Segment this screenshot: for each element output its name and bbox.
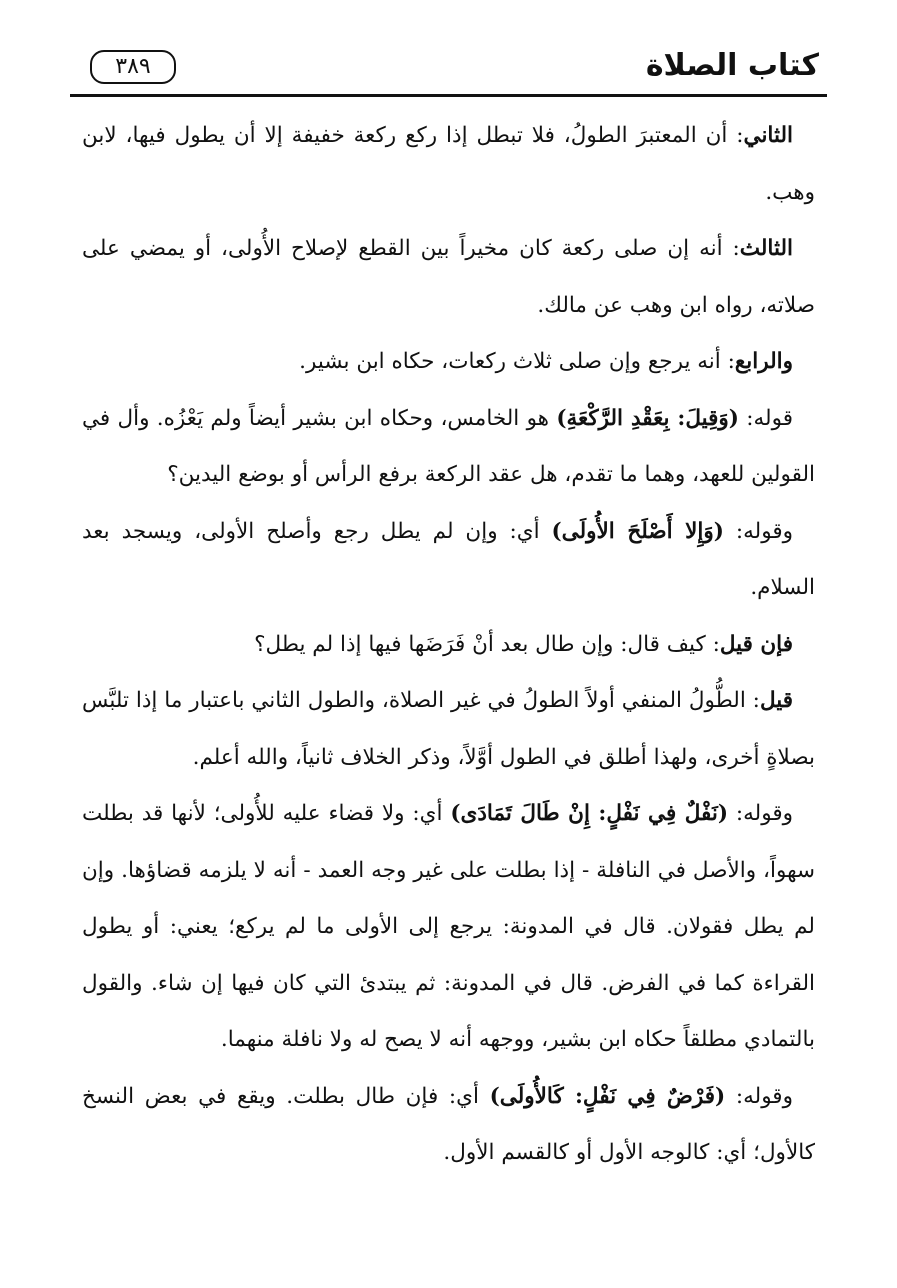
paragraph-text: : الطُّولُ المنفي أولاً الطولُ في غير الصلاة، والطول الثاني باعتبار ما إذا تلبَّس بصلاةٍ أخرى، ولهذا أطلق في الطول أوَّلاً، وذكر الخلاف ثانياً، والله أعلم. <box>82 688 815 770</box>
paragraph-text: : أنه إن صلى ركعة كان مخيراً بين القطع لإصلاح الأُولى، أو يمضي على صلاته، رواه ابن وهب عن مالك. <box>82 236 815 318</box>
paragraph-lead: قيل <box>759 688 793 713</box>
paragraph <box>82 1069 815 1182</box>
paragraph-lead: الثالث <box>739 236 793 261</box>
paragraph-text: هو الخامس، وحكاه ابن بشير أيضاً ولم يَعْزُه. وأل في القولين للعهد، وهما ما تقدم، هل عقد الركعة برفع الرأس أو بوضع اليدين؟ <box>82 405 815 487</box>
paragraph <box>82 617 815 674</box>
quoted-matn: (وَقِيلَ: بِعَقْدِ الرَّكْعَةِ) <box>556 405 739 431</box>
paragraph-prefix: وقوله: <box>725 1083 793 1109</box>
header-rule <box>70 94 827 97</box>
paragraph-text: : أنه يرجع وإن صلى ثلاث ركعات، حكاه ابن بشير. <box>299 349 735 374</box>
paragraph-text: : كيف قال: وإن طال بعد أنْ فَرَضَها فيها إذا لم يطل؟ <box>254 631 720 657</box>
paragraph-lead: فإن قيل <box>719 631 793 657</box>
paragraph <box>82 504 815 617</box>
paragraph-lead: الثاني <box>743 123 793 148</box>
paragraph <box>82 673 815 786</box>
page-number: ٣٨٩ <box>90 50 176 84</box>
paragraph-prefix: وقوله: <box>723 518 793 544</box>
paragraph <box>82 786 815 1069</box>
chapter-title: كتاب الصلاة <box>645 48 819 83</box>
paragraph-text: أي: وإن لم يطل رجع وأصلح الأولى، ويسجد بعد السلام. <box>82 518 815 600</box>
paragraph-prefix: وقوله: <box>728 801 793 826</box>
paragraph-prefix: قوله: <box>738 405 793 431</box>
paragraph <box>82 334 815 391</box>
paragraph-text: أي: ولا قضاء عليه للأُولى؛ لأنها قد بطلت سهواً، والأصل في النافلة - إذا بطلت على غير وجه العمد - أنه لا يلزمه قضاؤها. وإن لم يطل فقولان. قال في المدونة: يرجع إلى الأولى ما لم يركع؛ يعني: أو يطول القراءة كما في الفرض. قال في المدونة: ثم يبتدئ التي كان فيها إن شاء. والقول بالتمادي مطلقاً حكاه ابن بشير، ووجهه أنه لا يصح له ولا نافلة منهما. <box>82 801 815 1052</box>
paragraph-text: : أن المعتبرَ الطولُ، فلا تبطل إذا ركع ركعة خفيفة إلا أن يطول فيها، لابن وهب. <box>82 123 815 205</box>
page-header <box>70 42 827 94</box>
quoted-matn: (وَإِلا أَصْلَحَ الأُولَى) <box>551 518 724 544</box>
paragraph <box>82 221 815 334</box>
paragraph-text: أي: فإن طال بطلت. ويقع في بعض النسخ كالأول؛ أي: كالوجه الأول أو كالقسم الأول. <box>82 1083 815 1165</box>
quoted-matn: (فَرْضٌ فِي نَفْلٍ: كَالأُولَى) <box>489 1083 726 1109</box>
paragraph <box>82 108 815 221</box>
body-text <box>82 108 815 1182</box>
paragraph <box>82 391 815 504</box>
quoted-matn: (نَفْلٌ فِي نَفْلٍ: إِنْ طَالَ تَمَادَى) <box>450 801 729 826</box>
paragraph-lead: والرابع <box>734 349 793 374</box>
